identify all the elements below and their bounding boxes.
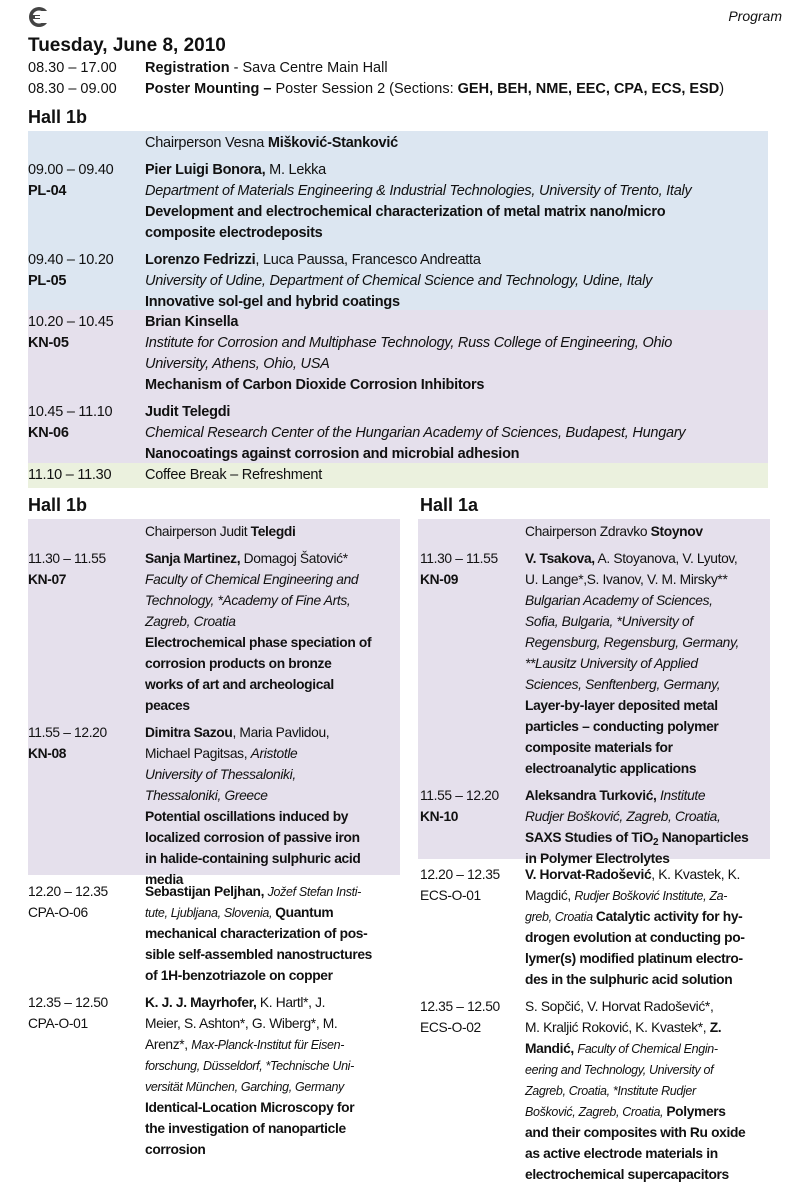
entry-line [145,1013,400,1034]
text-segment: U. Lange*,S. Ivanov, V. M. Mirsky** [525,572,728,587]
entry-line [145,333,768,354]
entry-line [525,864,770,885]
program-entry [28,879,400,990]
text-segment: Institute for Corrosion and Multiphase Technology, Russ College of Engineering, Ohio [145,335,673,351]
entry-line [525,548,770,569]
entry-line [525,1122,770,1143]
entry-code: PL-05 [28,273,67,289]
text-segment: Faculty of Chemical Engin- [577,1042,718,1056]
entry-line [525,1017,770,1038]
text-segment: Layer-by-layer deposited metal [525,698,718,713]
entry-time: 11.30 – 11.55 [28,551,106,566]
conference-logo [28,4,50,30]
text-segment: Bošković, Zagreb, Croatia, [525,1105,667,1119]
entry-line [145,785,400,806]
entry-code: KN-08 [28,746,67,761]
text-segment: V. Tsakova, [525,551,595,566]
text-segment: Sofia, Bulgaria, *University of [525,614,693,629]
entry-line [145,902,400,923]
text-segment: University, Athens, Ohio, USA [145,356,330,372]
text-segment: in Polymer Electrolytes [525,851,670,866]
text-segment: Zagreb, Croatia [145,614,236,629]
entry-line [525,1143,770,1164]
entry-line [145,764,400,785]
text-segment: M. Kraljić Roković, K. Kvastek*, [525,1020,710,1035]
text-segment: Catalytic activity for hy- [595,909,743,924]
entry-line [525,695,770,716]
entry-line [145,569,400,590]
text-segment: sible self-assembled nanostructures [145,947,372,962]
text-segment: ) [719,81,725,97]
text-segment: Mišković-Stanković [267,135,398,151]
entry-line [525,785,770,806]
entry-line [145,965,400,986]
entry-code: KN-09 [420,572,459,587]
text-segment: Innovative sol-gel and hybrid coatings [145,294,400,310]
entry-line [525,632,770,653]
text-segment: mechanical characterization of pos- [145,926,368,941]
entry-line [145,1139,400,1160]
program-entry [28,158,768,248]
text-segment: Chairperson Vesna [145,135,268,151]
program-entry [28,131,768,158]
entry-code: CPA-O-01 [28,1016,88,1031]
text-segment: electrochemical supercapacitors [525,1167,729,1182]
entry-line [525,521,770,542]
entry-line [145,312,768,333]
entry-line [145,1055,400,1076]
program-entry [418,519,770,546]
text-segment: Coffee Break – Refreshment [145,467,322,483]
entry-line [525,611,770,632]
entry-line [145,181,768,202]
entry-line [145,1034,400,1055]
text-segment: 2 [653,837,659,848]
text-segment: Mandić, [525,1041,578,1056]
entry-line [525,1038,770,1059]
entry-time: 12.35 – 12.50 [28,995,108,1010]
text-segment: corrosion [145,1142,206,1157]
text-segment: Lorenzo Fedrizzi [145,252,256,268]
text-segment: K. Hartl*, J. [256,995,326,1010]
entry-code: ECS-O-02 [420,1020,481,1035]
text-segment: the investigation of nanoparticle [145,1121,346,1136]
program-entry [28,463,768,490]
text-segment: greb, Croatia [525,910,596,924]
entry-line [145,722,400,743]
text-segment: Z. [709,1020,722,1035]
day-heading: Tuesday, June 8, 2010 [28,35,226,56]
text-segment: Dimitra Sazou [145,725,233,740]
text-segment: of 1H-benzotriazole on copper [145,968,333,983]
text-segment: Sebastijan Peljhan, [145,884,268,899]
header-label: Program [728,8,782,24]
text-segment: localized corrosion of passive iron [145,830,360,845]
text-segment: Judit Telegdi [145,404,231,420]
text-segment: des in the sulphuric acid solution [525,972,733,987]
entry-time: 11.55 – 12.20 [28,725,107,740]
entry-line [145,354,768,375]
text-segment: Nanoparticles [658,830,749,845]
hall-heading-left: Hall 1b [28,495,88,515]
text-segment: S. Sopčić, V. Horvat Radošević*, [525,999,714,1014]
entry-line [145,923,400,944]
text-segment: Arenz*, [145,1037,192,1052]
text-segment: Jožef Stefan Insti- [267,885,361,899]
text-segment: University of Udine, Department of Chemical Science and Technology, Udine, Italy [145,273,653,289]
text-segment: Magdić, [525,888,575,903]
general-row [28,79,724,100]
entry-code: KN-10 [420,809,459,824]
text-segment: Pier Luigi Bonora, [145,162,266,178]
text-segment: in halide-containing sulphuric acid [145,851,361,866]
entry-line [145,160,768,181]
text-segment: Brian Kinsella [145,314,239,330]
text-segment: particles – conducting polymer [525,719,719,734]
entry-line [145,653,400,674]
entry-line [145,806,400,827]
text-segment: Rudjer Bošković, Zagreb, Croatia, [525,809,721,824]
text-segment: lymer(s) modified platinum electro- [525,951,743,966]
plenary-block [28,131,768,310]
program-entry [28,720,400,894]
keynote-block-left [28,519,400,887]
entry-line [525,906,770,927]
time: 08.30 – 17.00 [28,60,117,76]
text-segment: Electrochemical phase speciation of [145,635,372,650]
entry-line [145,521,400,542]
program-entry [418,546,770,783]
entry-code: PL-04 [28,183,67,199]
entry-line [145,944,400,965]
text-segment: electroanalytic applications [525,761,697,776]
entry-time: 09.40 – 10.20 [28,252,114,268]
program-entry [28,248,768,317]
entry-line [145,1076,400,1097]
text-segment: Quantum [275,905,334,920]
entry-line [525,758,770,779]
entry-time [420,521,525,542]
entry-time: 12.20 – 12.35 [420,867,500,882]
text-segment: K. J. J. Mayrhofer, [145,995,257,1010]
text-segment: Max-Planck-Institut für Eisen- [191,1038,345,1052]
text-segment: Technology, *Academy of Fine Arts, [145,593,351,608]
text-segment: forschung, Düsseldorf, *Technische Uni- [145,1059,354,1073]
text-segment: composite electrodeposits [145,225,323,241]
entry-line [145,611,400,632]
entry-line [145,271,768,292]
keynote-block-right [418,519,770,866]
entry-line [145,202,768,223]
entry-line [525,996,770,1017]
text-segment: Chemical Research Center of the Hungarian Academy of Sciences, Budapest, Hungary [145,425,686,441]
text-segment: Poster Mounting – [145,81,272,97]
entry-line [525,885,770,906]
text-segment: Institute [656,788,706,803]
text-segment: works of art and archeological [145,677,334,692]
entry-line [525,948,770,969]
text-segment: , Luca Paussa, Francesco Andreatta [255,252,481,268]
text-segment: composite materials for [525,740,673,755]
text-segment: **Lausitz University of Applied [525,656,698,671]
text-segment: Aristotle [250,746,298,761]
text-segment: Potential oscillations induced by [145,809,349,824]
entry-code: KN-05 [28,335,69,351]
program-entry [28,519,400,546]
entry-line [145,848,400,869]
entry-line [145,632,400,653]
entry-line [145,674,400,695]
entry-line [525,1080,770,1101]
coffee-break-block [28,463,768,488]
entry-time [28,521,145,542]
program-entry [418,862,770,994]
entry-line [145,881,400,902]
text-segment: Mechanism of Carbon Dioxide Corrosion Inhibitors [145,377,485,393]
text-segment: - Sava Centre Main Hall [229,60,388,76]
program-entry [28,990,400,1164]
entry-code: CPA-O-06 [28,905,88,920]
text-segment: GEH, BEH, NME, EEC, CPA, ECS, ESD [457,81,720,97]
entry-time: 12.20 – 12.35 [28,884,108,899]
text-segment: Domagoj Šatović* [240,551,348,566]
text-segment: Development and electrochemical characterization of metal matrix nano/micro [145,204,666,220]
entry-line [525,969,770,990]
text-segment: Polymers [666,1104,726,1119]
keynote-block [28,310,768,463]
text-segment: Rudjer Bošković Institute, Za- [574,889,728,903]
entry-time: 11.55 – 12.20 [420,788,499,803]
entry-line [145,548,400,569]
entry-line [525,569,770,590]
time: 08.30 – 09.00 [28,81,117,97]
text-segment: Telegdi [250,524,296,539]
entry-time: 10.45 – 11.10 [28,404,113,420]
entry-line [145,402,768,423]
entry-line [145,375,768,396]
text-segment: Bulgarian Academy of Sciences, [525,593,713,608]
text-segment: versität München, Garching, Germany [145,1080,344,1094]
entry-line [145,992,400,1013]
entry-line [525,716,770,737]
text-segment: Zagreb, Croatia, *Institute Rudjer [525,1084,696,1098]
entry-line [145,133,768,154]
text-segment: SAXS Studies of TiO [525,830,654,845]
entry-line [525,827,770,848]
text-segment: Regensburg, Regensburg, Germany, [525,635,740,650]
text-segment: Thessaloniki, Greece [145,788,268,803]
text-segment: corrosion products on bronze [145,656,332,671]
entry-line [145,590,400,611]
program-entry [28,400,768,469]
text-segment: Chairperson Judit [145,524,251,539]
program-entry [418,783,770,873]
text-segment: A. Stoyanova, V. Lyutov, [594,551,738,566]
program-entry [28,546,400,720]
text-segment: Registration [145,60,230,76]
entry-time: 10.20 – 10.45 [28,314,114,330]
entry-line [525,1164,770,1185]
entry-line [145,827,400,848]
text-segment: Chairperson Zdravko [525,524,651,539]
oral-block-right [418,862,770,1189]
entry-code: ECS-O-01 [420,888,481,903]
text-segment: University of Thessaloniki, [145,767,296,782]
text-segment: Poster Session 2 (Sections: [271,81,458,97]
entry-line [145,1097,400,1118]
program-entry [28,310,768,400]
entry-line [145,695,400,716]
text-segment: Department of Materials Engineering & Industrial Technologies, University of Trento, Italy [145,183,692,199]
entry-line [525,590,770,611]
entry-line [145,1118,400,1139]
entry-time [28,133,145,154]
entry-time: 11.10 – 11.30 [28,467,112,483]
text-segment: media [145,872,184,887]
hall-heading: Hall 1b [28,107,88,127]
hall-heading-right: Hall 1a [420,495,479,515]
entry-code: KN-07 [28,572,67,587]
entry-time: 09.00 – 09.40 [28,162,114,178]
text-segment: V. Horvat-Radošević [525,867,652,882]
entry-line [525,737,770,758]
entry-line [145,250,768,271]
text-segment: drogen evolution at conducting po- [525,930,745,945]
entry-line [525,806,770,827]
entry-line [145,465,768,486]
text-segment: M. Lekka [265,162,326,178]
text-segment: peaces [145,698,190,713]
entry-time: 11.30 – 11.55 [420,551,498,566]
entry-line [145,444,768,465]
text-segment: as active electrode materials in [525,1146,718,1161]
text-segment: Aleksandra Turković, [525,788,657,803]
entry-line [525,1059,770,1080]
text-segment: Sanja Martinez, [145,551,241,566]
entry-line [525,927,770,948]
text-segment: Sciences, Senftenberg, Germany, [525,677,721,692]
text-segment: Nanocoatings against corrosion and microbial adhesion [145,446,520,462]
entry-line [145,423,768,444]
text-segment: Meier, S. Ashton*, G. Wiberg*, M. [145,1016,338,1031]
text-segment: tute, Ljubljana, Slovenia, [145,906,276,920]
entry-line [525,674,770,695]
general-row [28,58,388,79]
entry-line [145,743,400,764]
entry-line [525,1101,770,1122]
oral-block-left [28,879,400,1164]
program-entry [418,994,770,1189]
text-segment: eering and Technology, University of [525,1063,714,1077]
text-segment: and their composites with Ru oxide [525,1125,746,1140]
text-segment: Identical-Location Microscopy for [145,1100,355,1115]
entry-time: 12.35 – 12.50 [420,999,500,1014]
text-segment: , Maria Pavlidou, [232,725,330,740]
entry-code: KN-06 [28,425,69,441]
text-segment: Faculty of Chemical Engineering and [145,572,359,587]
text-segment: Stoynov [650,524,703,539]
text-segment: Michael Pagitsas, [145,746,251,761]
text-segment: , K. Kvastek, K. [651,867,740,882]
entry-line [145,223,768,244]
entry-line [525,653,770,674]
